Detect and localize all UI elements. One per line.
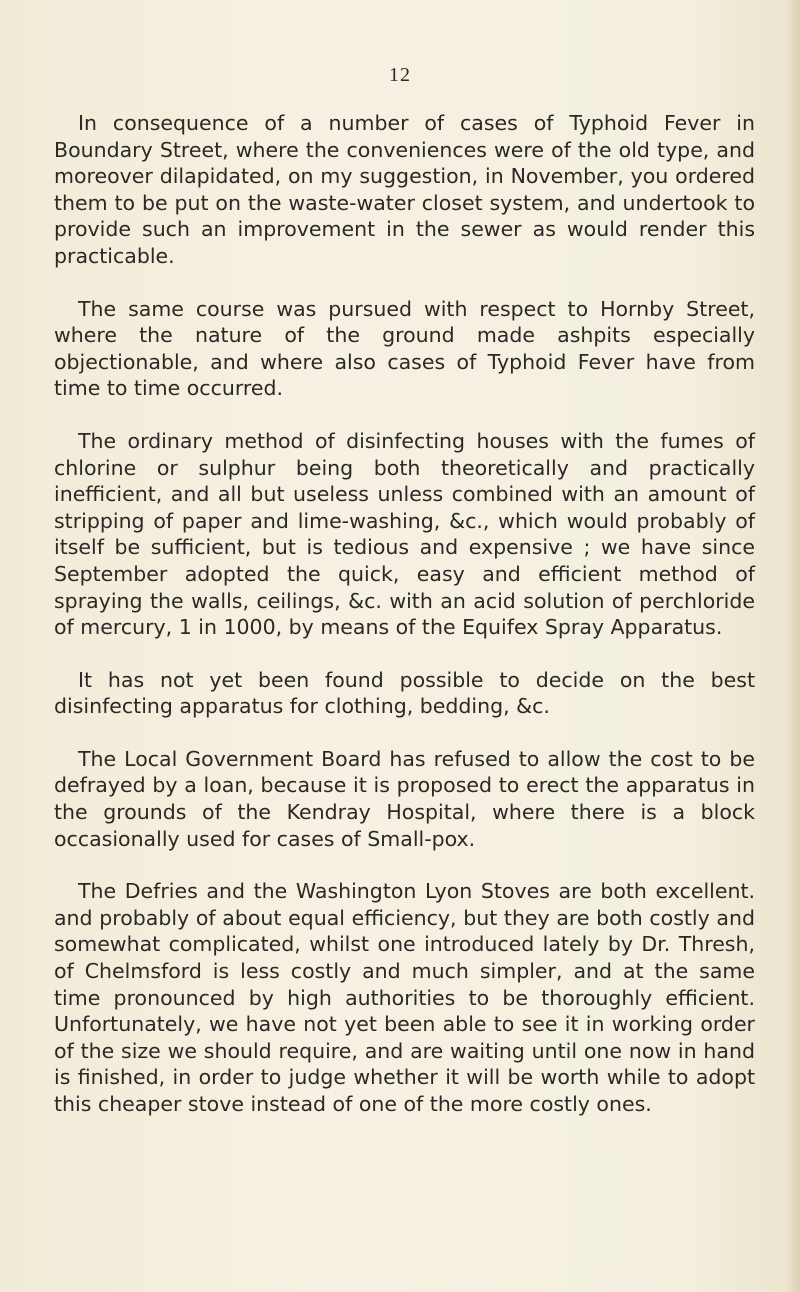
paragraph-disinfecting-method: The ordinary method of disinfecting houses with the fumes of chlorine or sulphur being both theoretically and practically inefficient, and all but useless unless combined with an amount of stripping of paper and lime-washing, &c., which would probably of itself be sufficient, but is tedious and expensive ; we have since September adopted the quick, easy and efficient method of spraying the walls, ceilings, &c. with an acid solution of perchloride of mercury, 1 in 1000, by means of the Equifex Spray Apparatus. (54, 428, 755, 640)
paragraph-local-government-board: The Local Government Board has refused to allow the cost to be defrayed by a loan, because it is proposed to erect the apparatus in the grounds of the Kendray Hospital, where there is a block occasionally used for cases of Small-pox. (54, 746, 755, 851)
body-text (54, 110, 755, 1144)
paragraph-stoves: The Defries and the Washington Lyon Stoves are both excellent. and probably of about equal efficiency, but they are both costly and somewhat complicated, whilst one introduced lately by Dr. Thresh, of Chelmsford is less costly and much simpler, and at the same time pronounced by high authorities to be thoroughly efficient. Unfortunately, we have not yet been able to see it in working order of the size we should require, and are waiting until one now in hand is finished, in order to judge whether it will be worth while to adopt this cheaper stove instead of one of the more costly ones. (54, 879, 755, 1116)
page-number: 12 (389, 64, 411, 86)
page-edge-shadow (786, 0, 800, 1292)
paragraph-typhoid-boundary-street: In consequence of a number of cases of Typhoid Fever in Boundary Street, where the conveniences were of the old type, and moreover dilapidated, on my suggestion, in November, you ordered them to be put on the waste-water closet system, and undertook to provide such an improvement in the sewer as would render this practicable. (54, 111, 755, 268)
paragraph-disinfecting-apparatus: It has not yet been found possible to decide on the best disinfecting apparatus for clothing, bedding, &c. (54, 667, 755, 719)
paragraph-hornby-street: The same course was pursued with respect to Hornby Street, where the nature of the ground made ashpits especially objectionable, and where also cases of Typhoid Fever have from time to time occurred. (54, 296, 755, 401)
